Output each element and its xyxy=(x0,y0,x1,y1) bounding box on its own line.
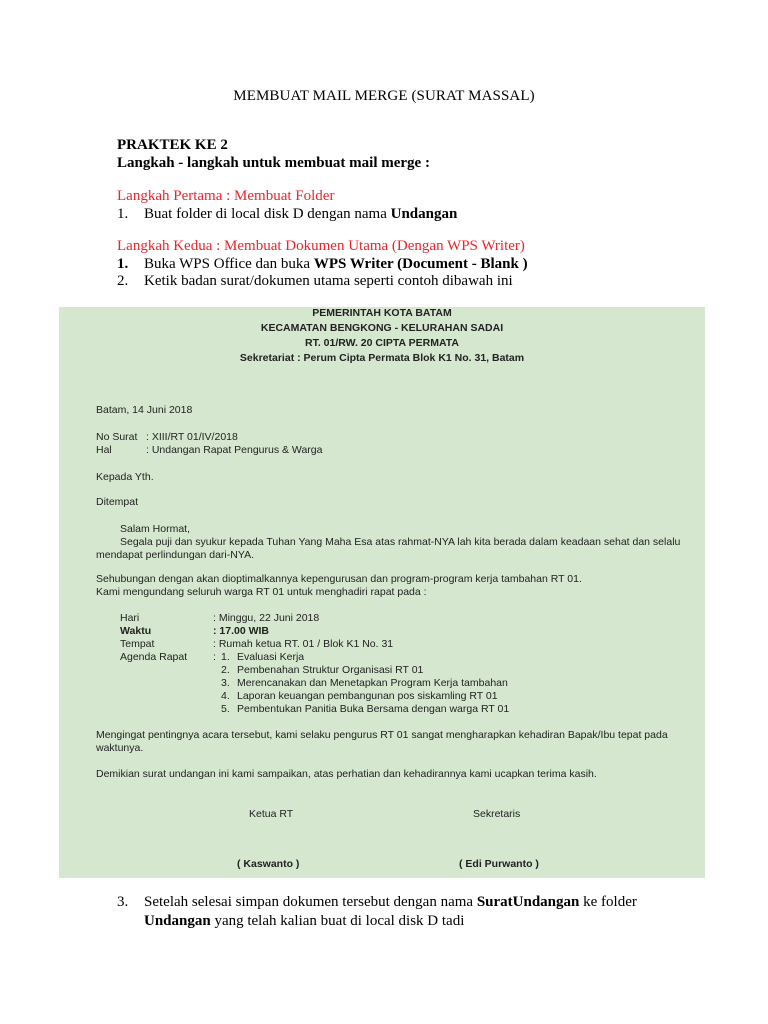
list-text: ke folder xyxy=(579,894,637,910)
list-text: Buat folder di local disk D dengan nama xyxy=(144,206,391,222)
detail-value-hari: : Minggu, 22 Juni 2018 xyxy=(213,612,320,624)
list-text: Setelah selesai simpan dokumen tersebut dengan nama xyxy=(144,894,477,910)
step2-item-1 xyxy=(117,256,528,273)
paragraph-1-line-2: mendapat perlindungan dari-NYA. xyxy=(96,549,254,561)
paragraph-1-line-1: Segala puji dan syukur kepada Tuhan Yang Maha Esa atas rahmat-NYA lah kita berada dalam keadaan sehat dan selalu xyxy=(120,536,681,548)
step1-heading: Langkah Pertama : Membuat Folder xyxy=(117,188,335,204)
letter-header-line-2: KECAMATAN BENGKONG - KELURAHAN SADAI xyxy=(260,322,504,334)
page-title: MEMBUAT MAIL MERGE (SURAT MASSAL) xyxy=(233,88,535,104)
list-bold-text: Undangan xyxy=(144,913,211,929)
agenda-num-5: 5. xyxy=(221,703,230,715)
list-number: 1. xyxy=(117,256,129,272)
agenda-item-3: Merencanakan dan Menetapkan Program Kerja tambahan xyxy=(237,677,508,689)
list-number: 3. xyxy=(117,894,129,910)
letter-header-line-4: Sekretariat : Perum Cipta Permata Blok K1 No. 31, Batam xyxy=(239,352,525,364)
agenda-item-2: Pembenahan Struktur Organisasi RT 01 xyxy=(237,664,424,676)
letter-date: Batam, 14 Juni 2018 xyxy=(96,404,193,416)
detail-value-agenda: : xyxy=(213,651,216,663)
praktek-heading: PRAKTEK KE 2 xyxy=(117,137,228,153)
list-bold-text: WPS Writer (Document - Blank ) xyxy=(313,256,528,272)
list-bold-text: Undangan xyxy=(390,206,458,222)
agenda-num-4: 4. xyxy=(221,690,230,702)
kepada-text: Kepada Yth. xyxy=(96,471,154,483)
sign-right-name: ( Edi Purwanto ) xyxy=(459,858,539,870)
detail-label-tempat: Tempat xyxy=(120,638,155,650)
agenda-num-3: 3. xyxy=(221,677,230,689)
paragraph-2-line-1: Sehubungan dengan akan dioptimalkannya kepengurusan dan program-program kerja tambahan RT 01. xyxy=(96,573,582,585)
detail-label-hari: Hari xyxy=(120,612,140,624)
detail-label-waktu: Waktu xyxy=(120,625,152,637)
agenda-item-1: Evaluasi Kerja xyxy=(237,651,305,663)
letter-header-line-1: PEMERINTAH KOTA BATAM xyxy=(312,307,452,319)
list-number: 2. xyxy=(117,273,129,289)
step1-item-1 xyxy=(117,206,457,223)
paragraph-2-line-2: Kami mengundang seluruh warga RT 01 untuk menghadiri rapat pada : xyxy=(96,586,427,598)
agenda-num-1: 1. xyxy=(221,651,230,663)
sample-letter xyxy=(59,307,705,878)
step2-heading: Langkah Kedua : Membuat Dokumen Utama (Dengan WPS Writer) xyxy=(117,238,525,254)
no-surat-label: No Surat xyxy=(96,431,138,443)
step2-item-2 xyxy=(117,273,513,290)
list-text: Ketik badan surat/dokumen utama seperti contoh dibawah ini xyxy=(144,273,513,289)
list-text: Buka WPS Office dan buka xyxy=(144,256,314,272)
letter-header-line-3: RT. 01/RW. 20 CIPTA PERMATA xyxy=(304,337,460,349)
sign-right-title: Sekretaris xyxy=(473,808,521,820)
list-bold-text: SuratUndangan xyxy=(476,894,580,910)
paragraph-4: Demikian surat undangan ini kami sampaikan, atas perhatian dan kehadirannya kami ucapkan terima kasih. xyxy=(96,768,597,780)
list-number: 1. xyxy=(117,206,129,222)
hal-value: : Undangan Rapat Pengurus & Warga xyxy=(146,444,323,456)
detail-label-agenda: Agenda Rapat xyxy=(120,651,188,663)
ditempat-text: Ditempat xyxy=(96,496,139,508)
step2-item-3 xyxy=(117,893,677,931)
agenda-num-2: 2. xyxy=(221,664,230,676)
salam-text: Salam Hormat, xyxy=(120,523,191,535)
hal-label: Hal xyxy=(96,444,112,456)
agenda-item-4: Laporan keuangan pembangunan pos siskamling RT 01 xyxy=(237,690,498,702)
list-text: yang telah kalian buat di local disk D tadi xyxy=(210,913,465,929)
intro-text: Langkah - langkah untuk membuat mail merge : xyxy=(117,155,430,171)
paragraph-3-line-1: Mengingat pentingnya acara tersebut, kami selaku pengurus RT 01 sangat mengharapkan kehadiran Bapak/Ibu tepat pada xyxy=(96,729,668,741)
agenda-item-5: Pembentukan Panitia Buka Bersama dengan warga RT 01 xyxy=(237,703,510,715)
detail-value-waktu: : 17.00 WIB xyxy=(213,625,270,637)
no-surat-value: : XIII/RT 01/IV/2018 xyxy=(146,431,238,443)
paragraph-3-line-2: waktunya. xyxy=(96,742,144,754)
sign-left-title: Ketua RT xyxy=(249,808,294,820)
sign-left-name: ( Kaswanto ) xyxy=(237,858,300,870)
detail-value-tempat: : Rumah ketua RT. 01 / Blok K1 No. 31 xyxy=(213,638,394,650)
